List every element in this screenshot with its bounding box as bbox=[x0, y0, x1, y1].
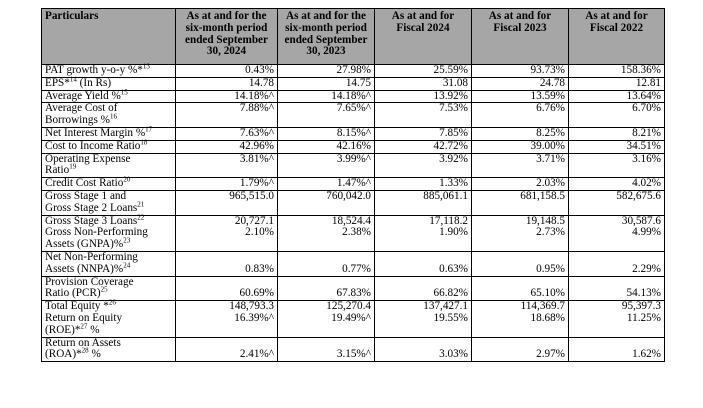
label-text: Gross Non-Performing bbox=[45, 226, 148, 239]
cell-value: 158.36% bbox=[620, 64, 661, 76]
cell-value: 1.47%^ bbox=[336, 177, 371, 190]
footnote-ref: 27 bbox=[80, 322, 88, 330]
cell-value: 34.51% bbox=[626, 139, 661, 152]
cell-value: 19.49%^ bbox=[331, 311, 371, 324]
label-text: Assets (GNPA)% bbox=[45, 238, 124, 251]
value-cell bbox=[176, 153, 278, 178]
cell-value: 7.88%^ bbox=[239, 102, 274, 115]
cell-value: 7.85% bbox=[439, 126, 468, 139]
footnote-ref: 20 bbox=[123, 175, 131, 184]
cell-value: 95,397.3 bbox=[621, 300, 661, 313]
label-line bbox=[45, 322, 172, 337]
row-label bbox=[42, 87, 176, 103]
cell-value: 6.76% bbox=[536, 102, 565, 115]
label-text: Provision Coverage bbox=[45, 275, 134, 288]
table-row bbox=[42, 190, 665, 215]
value-cell bbox=[176, 65, 278, 78]
row-label bbox=[42, 127, 176, 140]
cell-value: 7.53% bbox=[439, 102, 468, 115]
value-cell bbox=[176, 215, 278, 251]
cell-value: 14.75 bbox=[345, 76, 371, 89]
table-row bbox=[42, 103, 665, 128]
table-row bbox=[42, 301, 665, 337]
cell-value: 137,427.1 bbox=[423, 300, 468, 313]
label-text: Cost to Income Ratio bbox=[45, 139, 141, 152]
cell-value bbox=[378, 252, 468, 264]
label-text: PAT growth y-o-y %* bbox=[45, 64, 143, 76]
value-cell bbox=[278, 178, 375, 191]
header-particulars: Particulars bbox=[42, 9, 176, 65]
cell-value: 7.63%^ bbox=[239, 126, 274, 139]
value-cell bbox=[375, 103, 472, 128]
cell-value: 17,118.2 bbox=[429, 214, 468, 227]
cell-value: 885,061.1 bbox=[423, 189, 468, 202]
value-cell bbox=[569, 103, 665, 128]
value-cell bbox=[278, 215, 375, 251]
cell-value: 12.81 bbox=[635, 76, 661, 89]
cell-value bbox=[475, 252, 565, 264]
cell-value: 18.68% bbox=[530, 311, 565, 324]
footnote-ref: 16 bbox=[109, 112, 117, 121]
value-cell bbox=[278, 276, 375, 301]
value-cell bbox=[176, 301, 278, 337]
label-line bbox=[45, 75, 172, 90]
row-label bbox=[42, 251, 176, 276]
value-cell bbox=[278, 140, 375, 153]
cell-value: 1.33% bbox=[439, 177, 468, 190]
cell-value: 66.82% bbox=[433, 287, 468, 300]
cell-value: 8.15%^ bbox=[336, 126, 371, 139]
footnote-ref: 26 bbox=[108, 298, 116, 307]
value-cell bbox=[278, 153, 375, 178]
label-text: (ROE)* bbox=[45, 323, 81, 336]
value-cell bbox=[278, 337, 375, 362]
financial-metrics-table bbox=[41, 8, 665, 362]
cell-value: 27.98% bbox=[336, 64, 371, 76]
label-text: Ratio (PCR) bbox=[45, 287, 101, 300]
value-cell bbox=[569, 178, 665, 191]
value-cell bbox=[472, 90, 569, 103]
label-line bbox=[45, 200, 172, 215]
value-cell bbox=[569, 251, 665, 276]
row-label bbox=[42, 140, 176, 153]
value-cell bbox=[375, 65, 472, 78]
label-text: EPS* bbox=[45, 76, 70, 89]
cell-value: 0.43% bbox=[245, 64, 274, 76]
row-label bbox=[42, 62, 176, 78]
value-cell bbox=[176, 337, 278, 362]
row-label bbox=[42, 212, 176, 251]
label-text: Return on Assets bbox=[45, 336, 121, 349]
header-fiscal-2022: As at and for Fiscal 2022 bbox=[569, 9, 665, 65]
footnote-ref: 13 bbox=[142, 62, 150, 71]
footnote-ref: 25 bbox=[100, 285, 108, 294]
row-label bbox=[42, 276, 176, 301]
cell-value: 11.25% bbox=[626, 311, 661, 324]
cell-value: 93.73% bbox=[530, 64, 565, 76]
cell-value: 1.79%^ bbox=[239, 177, 274, 190]
footnote-ref: 21 bbox=[137, 200, 145, 209]
value-cell bbox=[176, 276, 278, 301]
value-cell bbox=[375, 190, 472, 215]
cell-value: 24.78 bbox=[539, 76, 565, 89]
label-suffix: % bbox=[87, 323, 100, 336]
cell-value: 2.10% bbox=[245, 226, 274, 239]
footnote-ref: 23 bbox=[123, 236, 131, 245]
row-label bbox=[42, 298, 176, 337]
cell-value bbox=[179, 252, 274, 264]
value-cell bbox=[176, 77, 278, 90]
label-suffix: % bbox=[88, 348, 101, 361]
value-cell bbox=[569, 337, 665, 362]
label-text: Average Yield % bbox=[45, 89, 121, 102]
cell-value: 3.16% bbox=[632, 152, 661, 165]
cell-value: 65.10% bbox=[530, 287, 565, 300]
label-text: (ROA)* bbox=[45, 348, 82, 361]
value-cell bbox=[375, 77, 472, 90]
table-row bbox=[42, 153, 665, 178]
cell-value: 125,270.4 bbox=[326, 300, 371, 313]
value-cell bbox=[472, 153, 569, 178]
table-row bbox=[42, 127, 665, 140]
value-cell bbox=[569, 77, 665, 90]
label-text: Gross Stage 3 Loans bbox=[45, 214, 138, 227]
cell-value bbox=[281, 252, 371, 264]
cell-value: 42.16% bbox=[336, 139, 371, 152]
value-cell bbox=[472, 251, 569, 276]
value-cell bbox=[278, 190, 375, 215]
value-cell bbox=[278, 65, 375, 78]
value-cell bbox=[375, 301, 472, 337]
value-cell bbox=[472, 127, 569, 140]
value-cell bbox=[176, 90, 278, 103]
cell-value: 2.41%^ bbox=[239, 348, 274, 361]
value-cell bbox=[375, 337, 472, 362]
row-label bbox=[42, 190, 176, 215]
label-text: Gross Stage 1 and bbox=[45, 189, 127, 202]
footnote-ref: 18 bbox=[140, 138, 148, 147]
footnote-ref: 15 bbox=[120, 87, 128, 96]
label-text: Gross Stage 2 Loans bbox=[45, 201, 138, 214]
cell-value: 2.97% bbox=[536, 348, 565, 361]
value-cell bbox=[375, 178, 472, 191]
cell-value: 67.83% bbox=[336, 287, 371, 300]
label-line bbox=[45, 125, 172, 140]
value-cell bbox=[472, 190, 569, 215]
label-text: Borrowings % bbox=[45, 114, 110, 127]
footnote-ref: 22 bbox=[137, 212, 145, 221]
table-row bbox=[42, 77, 665, 90]
cell-value: 19.55% bbox=[433, 311, 468, 324]
table-row bbox=[42, 276, 665, 301]
value-cell bbox=[375, 215, 472, 251]
cell-value: 39.00% bbox=[530, 139, 565, 152]
label-text: Return on Equity bbox=[45, 311, 123, 324]
cell-value: 0.83% bbox=[245, 262, 274, 275]
cell-value: 54.13% bbox=[626, 287, 661, 300]
cell-value: 0.95% bbox=[536, 262, 565, 275]
cell-value: 8.21% bbox=[632, 126, 661, 139]
table-row bbox=[42, 251, 665, 276]
value-cell bbox=[176, 190, 278, 215]
header-h1-2023: As at and for the six-month period ended September 30, 2023 bbox=[278, 9, 375, 65]
header-fiscal-2023: As at and for Fiscal 2023 bbox=[472, 9, 569, 65]
label-line bbox=[45, 175, 172, 190]
cell-value: 2.03% bbox=[536, 177, 565, 190]
cell-value: 2.38% bbox=[342, 226, 371, 239]
cell-value: 4.99% bbox=[632, 226, 661, 239]
label-line bbox=[45, 162, 172, 177]
value-cell bbox=[278, 77, 375, 90]
value-cell bbox=[472, 301, 569, 337]
cell-value: 681,158.5 bbox=[520, 189, 565, 202]
value-cell bbox=[375, 140, 472, 153]
cell-value: 42.72% bbox=[433, 139, 468, 152]
value-cell bbox=[176, 127, 278, 140]
cell-value: 4.02% bbox=[632, 177, 661, 190]
value-cell bbox=[375, 127, 472, 140]
cell-value: 18,524.4 bbox=[331, 214, 371, 227]
value-cell bbox=[569, 215, 665, 251]
value-cell bbox=[472, 103, 569, 128]
footnote-ref: 17 bbox=[145, 125, 153, 134]
cell-value: 6.70% bbox=[632, 102, 661, 115]
cell-value: 582,675.6 bbox=[616, 189, 661, 202]
value-cell bbox=[472, 215, 569, 251]
value-cell bbox=[278, 103, 375, 128]
value-cell bbox=[375, 251, 472, 276]
cell-value: 16.39%^ bbox=[234, 311, 274, 324]
value-cell bbox=[472, 77, 569, 90]
value-cell bbox=[569, 140, 665, 153]
cell-value: 0.63% bbox=[439, 262, 468, 275]
cell-value: 31.08 bbox=[442, 76, 468, 89]
value-cell bbox=[278, 127, 375, 140]
cell-value: 114,369.7 bbox=[520, 300, 565, 313]
header-row bbox=[42, 9, 665, 65]
cell-value: 13.64% bbox=[626, 89, 661, 102]
cell-value: 2.29% bbox=[632, 262, 661, 275]
cell-value: 13.59% bbox=[530, 89, 565, 102]
value-cell bbox=[472, 65, 569, 78]
value-cell bbox=[278, 90, 375, 103]
value-cell bbox=[569, 276, 665, 301]
label-line bbox=[45, 138, 172, 153]
footnote-ref: 24 bbox=[123, 261, 131, 270]
value-cell bbox=[375, 276, 472, 301]
label-suffix: (In Rs) bbox=[76, 76, 112, 89]
value-cell bbox=[176, 140, 278, 153]
value-cell bbox=[569, 127, 665, 140]
footnote-ref: 14 bbox=[69, 75, 77, 84]
row-label bbox=[42, 103, 176, 128]
table-row bbox=[42, 140, 665, 153]
table-row bbox=[42, 90, 665, 103]
value-cell bbox=[375, 90, 472, 103]
label-line bbox=[45, 87, 172, 103]
label-line bbox=[45, 261, 172, 276]
cell-value: 20,727.1 bbox=[234, 214, 274, 227]
label-text: Average Cost of bbox=[45, 102, 118, 115]
value-cell bbox=[375, 153, 472, 178]
cell-value: 60.69% bbox=[239, 287, 274, 300]
table-row bbox=[42, 65, 665, 78]
label-line bbox=[45, 346, 172, 361]
cell-value: 148,793.3 bbox=[229, 300, 274, 313]
value-cell bbox=[472, 178, 569, 191]
cell-value: 25.59% bbox=[433, 64, 468, 76]
footnote-ref: 28 bbox=[81, 346, 89, 355]
label-text: Assets (NNPA)% bbox=[45, 262, 124, 275]
row-label bbox=[42, 77, 176, 90]
footnote-ref: 19 bbox=[69, 162, 77, 171]
label-line bbox=[45, 112, 172, 127]
table-row bbox=[42, 215, 665, 251]
value-cell bbox=[278, 251, 375, 276]
cell-value: 3.71% bbox=[536, 152, 565, 165]
cell-value: 30,587.6 bbox=[621, 214, 661, 227]
label-line bbox=[45, 62, 172, 77]
value-cell bbox=[472, 276, 569, 301]
value-cell bbox=[176, 251, 278, 276]
cell-value: 1.90% bbox=[439, 226, 468, 239]
value-cell bbox=[569, 65, 665, 78]
label-text: Net Non-Performing bbox=[45, 250, 138, 263]
cell-value: 3.15%^ bbox=[336, 348, 371, 361]
cell-value: 14.78 bbox=[248, 76, 274, 89]
cell-value: 19,148.5 bbox=[525, 214, 565, 227]
value-cell bbox=[569, 153, 665, 178]
value-cell bbox=[176, 103, 278, 128]
cell-value: 7.65%^ bbox=[336, 102, 371, 115]
cell-value: 3.92% bbox=[439, 152, 468, 165]
table-row bbox=[42, 337, 665, 362]
cell-value: 13.92% bbox=[433, 89, 468, 102]
header-fiscal-2024: As at and for Fiscal 2024 bbox=[375, 9, 472, 65]
value-cell bbox=[472, 140, 569, 153]
label-text: Net Interest Margin % bbox=[45, 126, 146, 139]
cell-value: 14.18%^ bbox=[234, 89, 274, 102]
value-cell bbox=[278, 301, 375, 337]
label-line bbox=[45, 236, 172, 251]
value-cell bbox=[569, 90, 665, 103]
cell-value bbox=[572, 252, 661, 264]
cell-value: 14.18%^ bbox=[331, 89, 371, 102]
cell-value: 3.03% bbox=[439, 348, 468, 361]
table-row bbox=[42, 178, 665, 191]
cell-value: 3.99%^ bbox=[336, 152, 371, 165]
row-label bbox=[42, 175, 176, 191]
cell-value: 965,515.0 bbox=[229, 189, 274, 202]
value-cell bbox=[176, 178, 278, 191]
cell-value: 760,042.0 bbox=[326, 189, 371, 202]
value-cell bbox=[569, 301, 665, 337]
label-text: Ratio bbox=[45, 164, 70, 177]
cell-value: 3.81%^ bbox=[239, 152, 274, 165]
row-label bbox=[42, 153, 176, 178]
cell-value: 8.25% bbox=[536, 126, 565, 139]
label-text: Total Equity * bbox=[45, 300, 109, 313]
value-cell bbox=[472, 337, 569, 362]
label-text: Operating Expense bbox=[45, 152, 131, 165]
header-h1-2024: As at and for the six-month period ended September 30, 2024 bbox=[176, 9, 278, 65]
cell-value: 1.62% bbox=[632, 348, 661, 361]
value-cell bbox=[569, 190, 665, 215]
label-text: Credit Cost Ratio bbox=[45, 177, 124, 190]
cell-value: 2.73% bbox=[536, 226, 565, 239]
cell-value: 0.77% bbox=[342, 262, 371, 275]
row-label bbox=[42, 337, 176, 362]
cell-value: 42.96% bbox=[239, 139, 274, 152]
